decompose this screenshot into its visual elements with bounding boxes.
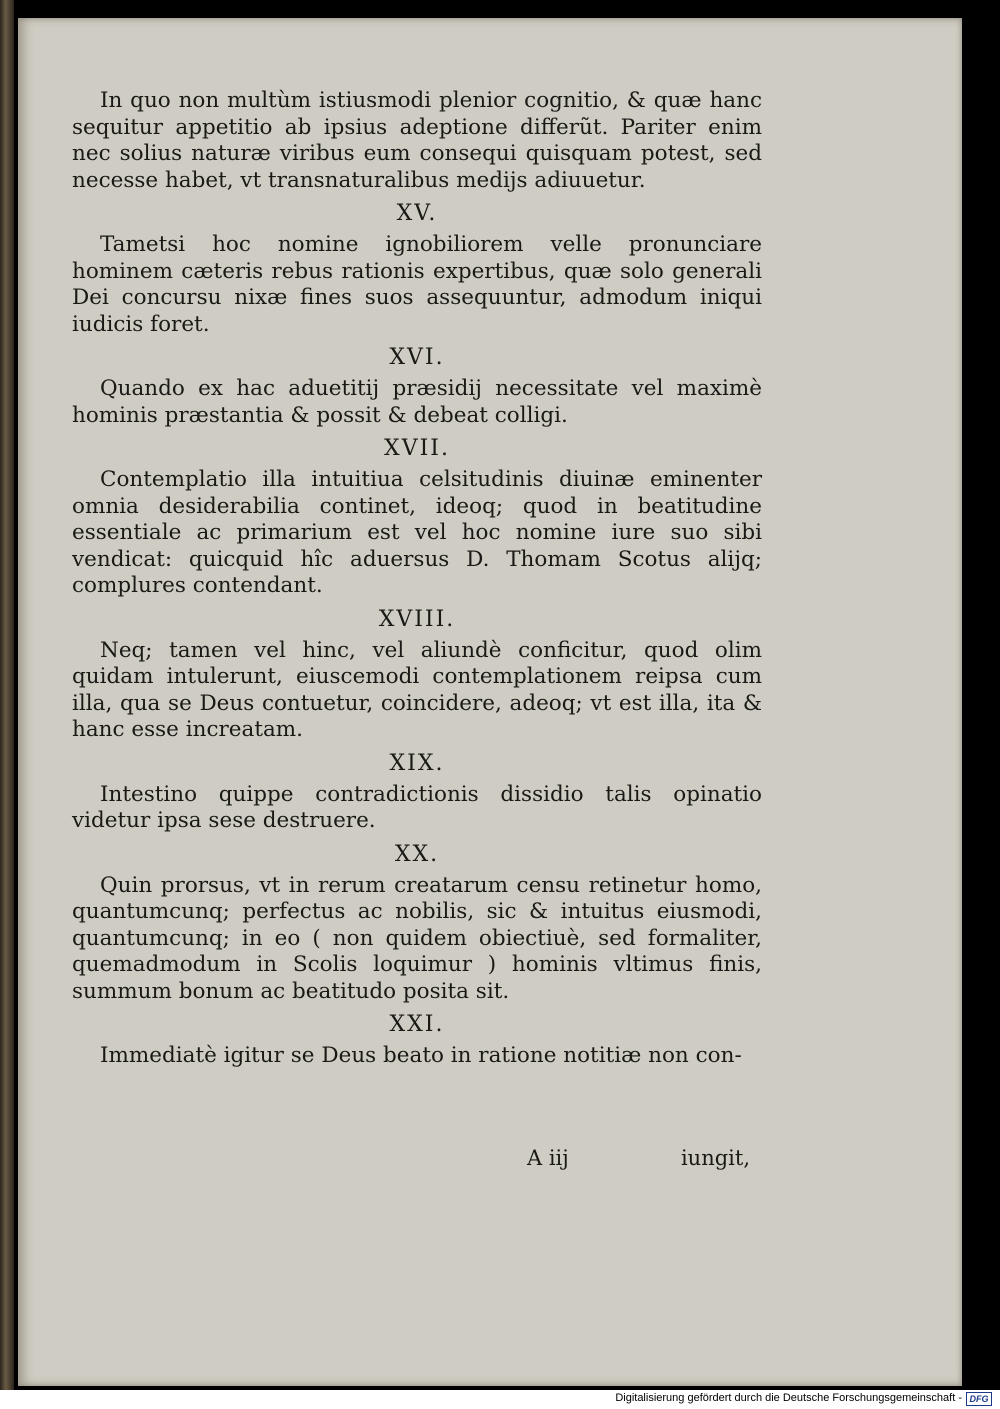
- thesis-heading-xix: XIX.: [389, 750, 445, 776]
- page-text: [72, 88, 762, 1070]
- thesis-text-xvi: Quando ex hac aduetitij præsidij necessitate vel maximè hominis præstantia & possit & debeat colligi.: [72, 376, 762, 428]
- thesis-text-xx: Quin prorsus, vt in rerum creatarum censu retinetur homo, quantumcunq; perfectus ac nobilis, sic & intuitus eiusmodi, quantumcunq; in eo ( non quidem obiectiuè, sed formaliter, quemadmodum in Scolis loquimur ) hominis vltimus finis, summum bonum ac beatitudo posita sit.: [72, 872, 762, 1004]
- book-page: [18, 18, 962, 1386]
- digitization-footer: [0, 1390, 1000, 1409]
- dfg-logo-icon: DFG: [966, 1392, 992, 1406]
- funding-credit: Digitalisierung gefördert durch die Deutsche Forschungsgemeinschaft -: [615, 1392, 962, 1404]
- page-catchline: [72, 1146, 762, 1176]
- thesis-heading-xvii: XVII.: [384, 436, 450, 461]
- thesis-heading-xxi: XXI.: [389, 1012, 445, 1037]
- thesis-text-xv: Tametsi hoc nomine ignobiliorem velle pronunciare hominem cæteris rebus rationis expertibus, quæ solo generali Dei concursu nixæ fines suos assequuntur, admodum iniqui iudicis foret.: [72, 232, 762, 337]
- thesis-text-xxi: Immediatè igitur se Deus beato in ratione notitiæ non con-: [100, 1043, 742, 1068]
- thesis-heading-xv: XV.: [396, 201, 438, 226]
- thesis-heading-xx: XX.: [394, 841, 440, 867]
- thesis-text-xviii: Neq; tamen vel hinc, vel aliundè conficitur, quod olim quidam intulerunt, eiuscemodi contemplationem reipsa cum illa, qua se Deus contuetur, coincidere, adeoq; vt est illa, ita & hanc esse increatam.: [72, 637, 762, 742]
- book-spine-edge: [0, 0, 14, 1390]
- thesis-intro-text: In quo non multùm istiusmodi plenior cognitio, & quæ hanc sequitur appetitio ab ipsius adeptione differũt. Pariter enim nec solius naturæ viribus eum consequi quisquam potest, sed necesse habet, vt transnaturalibus medijs adiuuetur.: [72, 88, 762, 193]
- thesis-text-xvii: Contemplatio illa intuitiua celsitudinis diuinæ eminenter omnia desiderabilia continet, ideoq; quod in beatitudine essentiale ac primarium est vel hoc nomine iure suo sibi vendicat: quicquid hîc aduersus D. Thomam Scotus alijq; complures contendant.: [72, 467, 762, 598]
- signature-mark: A iij: [527, 1146, 569, 1170]
- catchword: iungit,: [680, 1146, 750, 1170]
- thesis-text-xix: Intestino quippe contradictionis dissidio talis opinatio videtur ipsa sese destruere.: [72, 781, 762, 833]
- thesis-heading-xviii: XVIII.: [378, 606, 456, 632]
- thesis-heading-xvi: XVI.: [389, 345, 445, 370]
